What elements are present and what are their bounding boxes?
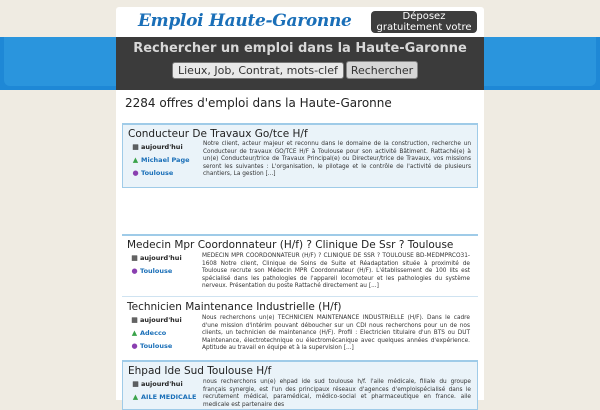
job-city[interactable]: Toulouse (140, 342, 173, 350)
results-panel (116, 90, 484, 408)
job-title[interactable]: Ehpad Ide Sud Toulouse H/f (128, 365, 272, 377)
job-date: aujourd'hui (141, 143, 183, 151)
calendar-icon: ▦ (132, 143, 139, 151)
search-button[interactable]: Rechercher (346, 61, 418, 79)
site-logo[interactable]: Emploi Haute-Garonne (138, 11, 352, 31)
job-date: aujourd'hui (141, 380, 183, 388)
divider (122, 296, 478, 297)
job-card[interactable] (122, 234, 478, 298)
job-title[interactable]: Technicien Maintenance Industrielle (H/f) (127, 301, 342, 313)
job-date: aujourd'hui (140, 254, 182, 262)
calendar-icon: ▦ (132, 380, 139, 388)
post-job-button[interactable]: Déposez gratuitement votre (371, 11, 477, 33)
job-meta (131, 316, 191, 355)
search-panel (116, 37, 484, 90)
job-city[interactable]: Toulouse (141, 169, 174, 177)
job-company[interactable]: AILE MEDICALE (141, 393, 197, 401)
search-title: Rechercher un emploi dans la Haute-Garonne (133, 41, 467, 56)
top-header (116, 7, 484, 37)
job-card[interactable] (122, 123, 478, 188)
job-title[interactable]: Conducteur De Travaux Go/tce H/f (128, 128, 308, 140)
job-description: Nous recherchons un(e) TECHNICIEN MAINTENANCE INDUSTRIELLE (H/F). Dans le cadre d'une mission d'intérim pouvant déboucher sur un CDI nous recherchons pour un de nos clients, un technicien de maintenance (H/F). Profil : Electricien titulaire d'un BTS ou DUT Maintenance, électrotechnique ou électromécanique avec quelques années d'expérience. Aptitude au travail en équipe et à la supervision [...] (202, 315, 470, 352)
calendar-icon: ▦ (131, 254, 138, 262)
job-company[interactable]: Michael Page (141, 156, 190, 164)
job-description: MEDECIN MPR COORDONNATEUR (H/F) ? CLINIQUE DE SSR ? TOULOUSE BD-MEDMPRCO31-1608 Notre client, Clinique de Soins de Suite et Réadaptation située à proximité de Toulouse recrute son Médecin MPR Coordonnateur (H/F). L'établissement de 100 lits est spécialisé dans les pathologies de l'appareil locomoteur et les pathologies du système nerveux. Présentation du poste Rattaché directement au [...] (202, 253, 470, 290)
job-meta (132, 143, 192, 182)
results-count: 2284 offres d'emploi dans la Haute-Garonne (125, 96, 392, 110)
building-icon: ▲ (131, 329, 138, 337)
job-card[interactable] (122, 360, 478, 410)
search-input[interactable] (172, 62, 344, 79)
location-pin-icon: ● (131, 267, 138, 275)
building-icon: ▲ (132, 156, 139, 164)
job-title[interactable]: Medecin Mpr Coordonnateur (H/f) ? Clinique De Ssr ? Toulouse (127, 239, 454, 251)
location-pin-icon: ● (131, 342, 138, 350)
location-pin-icon: ● (132, 169, 139, 177)
job-company[interactable]: Adecco (140, 329, 167, 337)
building-icon: ▲ (132, 393, 139, 401)
header-band-left (4, 37, 116, 86)
header-band-right (484, 37, 596, 86)
calendar-icon: ▦ (131, 316, 138, 324)
job-card[interactable] (122, 298, 478, 360)
job-description: Notre client, acteur majeur et reconnu dans le domaine de la construction, recherche un Conducteur de travaux GO/TCE H/F à Toulouse pour son activité Bâtiment. Rattaché(e) à un(e) Conducteur/trice de Travaux Principal(e) ou Directeur/trice de Travaux, vos missions seront les suivantes : L'organisation, le pilotage et le contrôle de l'activité de plusieurs chantiers, La gestion [...] (203, 141, 471, 178)
job-meta (131, 254, 191, 280)
job-date: aujourd'hui (140, 316, 182, 324)
job-city[interactable]: Toulouse (140, 267, 173, 275)
job-meta (132, 380, 197, 406)
job-description: nous recherchons un(e) ehpad ide sud toulouse h/f. l'aile médicale, filiale du groupe français synergie, est l'un des principaux réseaux d'agences d'emploispécialisé dans le recrutement médical, paramédical, médico-social et pharmaceutique en france. aile medicale est partenaire des (203, 379, 471, 408)
